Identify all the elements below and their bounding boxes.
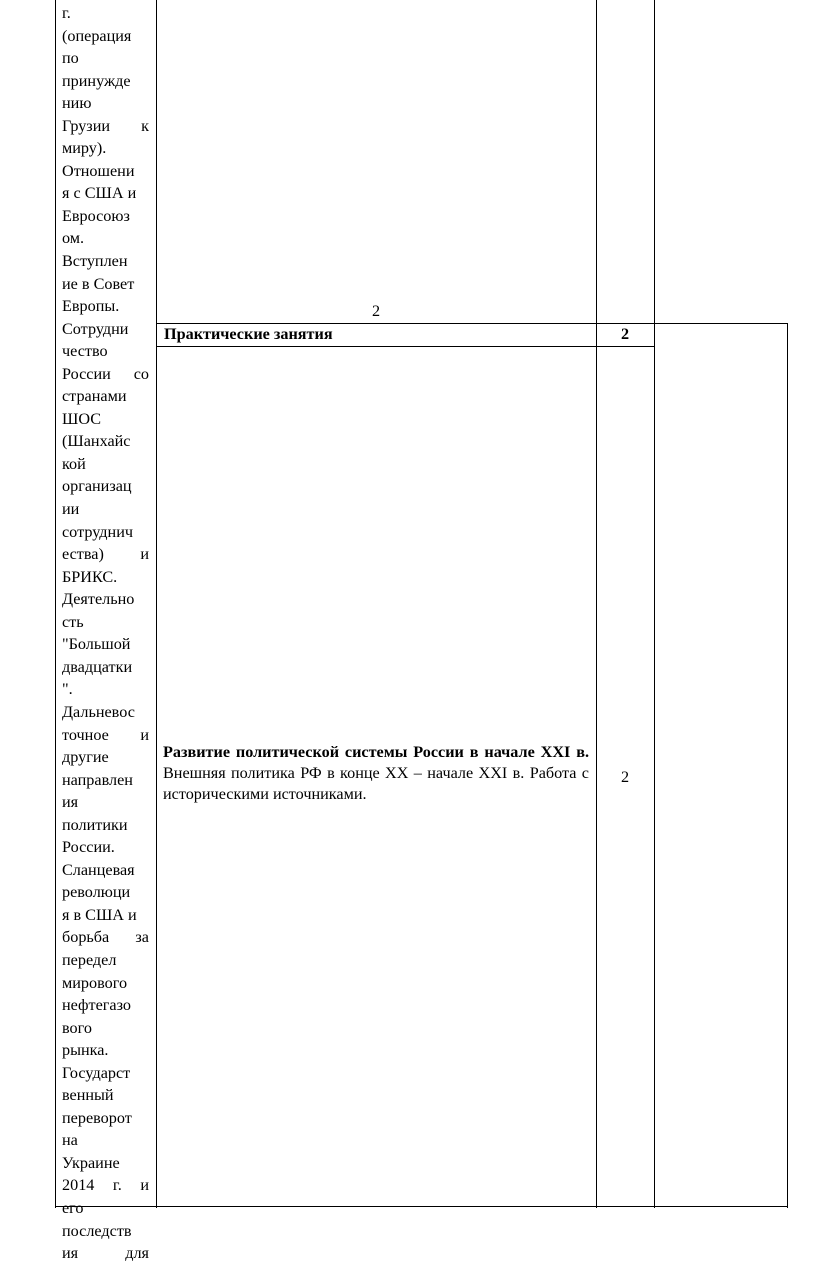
topic-description-line: борьба за xyxy=(62,928,149,947)
practical-classes-hours: 2 xyxy=(620,325,630,343)
topic-description-line: Государст xyxy=(62,1063,131,1082)
topic-description-line: чество xyxy=(62,342,108,361)
topic-description-line: организац xyxy=(62,477,132,496)
topic-description-line: его xyxy=(62,1198,84,1217)
topic-description-line: по xyxy=(62,49,79,68)
column-divider-2 xyxy=(596,0,597,1208)
topic-description-line: передел xyxy=(62,950,117,969)
topic-description-line: миру). xyxy=(62,139,107,158)
topic-description-line: революци xyxy=(62,883,131,902)
topic-description-line: России. xyxy=(62,838,115,857)
topic-description-line: нию xyxy=(62,94,92,113)
table-right-border xyxy=(787,323,788,1208)
topic-description-line: (операция xyxy=(62,26,132,45)
topic-description-line: венный xyxy=(62,1086,114,1105)
topic-description-line: последств xyxy=(62,1221,132,1240)
topic-description-line: я с США и xyxy=(62,184,137,203)
topic-description-line: переворот xyxy=(62,1108,132,1127)
topic-description-line: сотруднич xyxy=(62,522,133,541)
topic-description-line: кой xyxy=(62,454,86,473)
topic-description-line: Деятельно xyxy=(62,590,135,609)
topic-description-line: России со xyxy=(62,364,149,383)
topic-description-line: принужде xyxy=(62,71,131,90)
topic-description-line: Сланцевая xyxy=(62,860,135,879)
topic-cell xyxy=(163,742,589,805)
topic-description-line: (Шанхайс xyxy=(62,432,131,451)
topic-description-line: Вступлен xyxy=(62,252,128,271)
topic-description-line: Украине xyxy=(62,1153,120,1172)
topic-description: Внешняя политика РФ в конце XX – начале XXI в. Работа с историческими источниками. xyxy=(163,764,589,803)
practical-classes-heading: Практические занятия xyxy=(164,325,333,343)
topic-description-line: направлен xyxy=(62,770,133,789)
upper-row-hours: 2 xyxy=(371,302,381,320)
topic-hours: 2 xyxy=(620,768,630,786)
table-left-border xyxy=(55,0,56,1208)
topic-description-line: политики xyxy=(62,815,128,834)
topic-description-line: БРИКС. xyxy=(62,567,118,586)
topic-description-line: я в США и xyxy=(62,905,137,924)
topic-description-line: ества) и xyxy=(62,545,149,564)
topic-description-line: другие xyxy=(62,748,109,767)
topic-description-line: ". xyxy=(62,680,73,699)
topic-description-line: на xyxy=(62,1131,78,1150)
topic-description-line: ШОС xyxy=(62,409,102,428)
topic-description-line: ом. xyxy=(62,229,85,248)
topic-description-line: ии xyxy=(62,500,80,519)
topic-description-line: мирового xyxy=(62,973,128,992)
topic-description-line: Евросоюз xyxy=(62,206,130,225)
table-bottom-border xyxy=(55,1206,788,1207)
topic-description-line: Дальневос xyxy=(62,702,135,721)
topic-description-line: ие в Совет xyxy=(62,274,135,293)
topic-description-line: вого xyxy=(62,1018,92,1037)
topic-description-line: сть xyxy=(62,612,84,631)
column-divider-1 xyxy=(156,0,157,1208)
topic-title: Развитие политической системы России в начале XXI в. xyxy=(163,743,589,761)
topic-description-column xyxy=(62,2,149,1265)
column-divider-3 xyxy=(654,0,655,1208)
practical-row-bottom-border xyxy=(156,346,654,347)
topic-description-line: точное и xyxy=(62,725,149,744)
topic-description-line: 2014 г. и xyxy=(62,1176,149,1195)
topic-description-line: странами xyxy=(62,387,127,406)
topic-description-line: Отношени xyxy=(62,161,135,180)
topic-description-line: двадцатки xyxy=(62,657,133,676)
topic-description-line: Грузии к xyxy=(62,116,149,135)
topic-description-line: ия для xyxy=(62,1244,149,1263)
topic-description-line: "Большой xyxy=(62,635,131,654)
topic-description-line: Сотрудни xyxy=(62,319,129,338)
topic-description-line: нефтегазо xyxy=(62,996,132,1015)
topic-description-line: рынка. xyxy=(62,1041,109,1060)
topic-description-line: ия xyxy=(62,793,79,812)
topic-description-line: Европы. xyxy=(62,297,120,316)
topic-description-line: г. xyxy=(62,4,71,22)
